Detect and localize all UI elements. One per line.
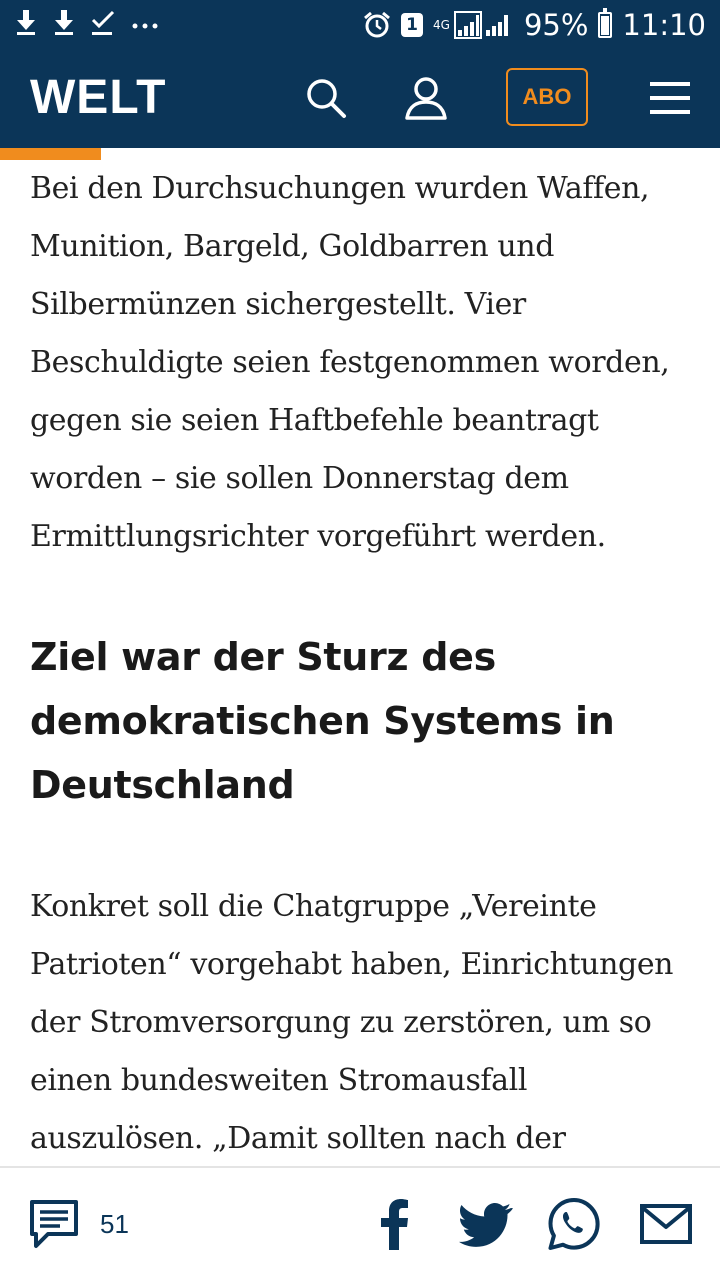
reading-progress-fill (0, 148, 101, 160)
user-icon[interactable] (402, 74, 450, 122)
twitter-icon[interactable] (458, 1196, 514, 1252)
facebook-icon[interactable] (368, 1196, 424, 1252)
status-bar (0, 0, 720, 50)
article-paragraph: Bei den Durchsuchungen wurden Waffen, Munition, Bargeld, Goldbarren und Silbermünzen sichergestellt. Vier Beschuldigte seien festgenommen worden, gegen sie seien Haftbefehle beantragt worden – sie sollen Donnerstag dem Ermittlungsrichter vorgeführt werden. (30, 171, 670, 554)
signal-icon (454, 10, 514, 40)
menu-icon[interactable] (646, 74, 694, 122)
download-icon (14, 8, 38, 36)
abo-button[interactable]: ABO (506, 68, 588, 126)
share-bar (0, 1166, 720, 1280)
comment-icon (28, 1198, 80, 1250)
email-icon[interactable] (638, 1196, 694, 1252)
download-icon (52, 8, 76, 36)
sim-icon: 1 (401, 13, 423, 37)
welt-logo[interactable]: WELT (30, 71, 167, 124)
whatsapp-icon[interactable] (546, 1196, 602, 1252)
battery-level: 95% (523, 8, 589, 42)
article-subheading: Ziel war der Sturz des demokratischen Systems in Deutschland (30, 635, 615, 807)
site-header (0, 50, 720, 148)
more-icon (130, 8, 160, 36)
reading-progress-bar (0, 148, 720, 160)
clock: 11:10 (622, 8, 706, 42)
comments-button[interactable] (28, 1198, 129, 1250)
battery-icon (598, 12, 612, 38)
checkmark-icon (90, 8, 116, 36)
search-icon[interactable] (302, 74, 350, 122)
network-type: 4G (433, 18, 450, 32)
status-bar-right (363, 6, 706, 44)
status-bar-left (14, 8, 160, 36)
article-paragraph: Konkret soll die Chatgruppe „Vereinte Patrioten“ vorgehabt haben, Einrichtungen der Stromversorgung zu zerstören, um so einen bundesweiten Stromausfall auszulösen. „Damit sollten nach der (30, 889, 674, 1156)
comment-count: 51 (100, 1208, 129, 1239)
alarm-icon (363, 11, 391, 39)
